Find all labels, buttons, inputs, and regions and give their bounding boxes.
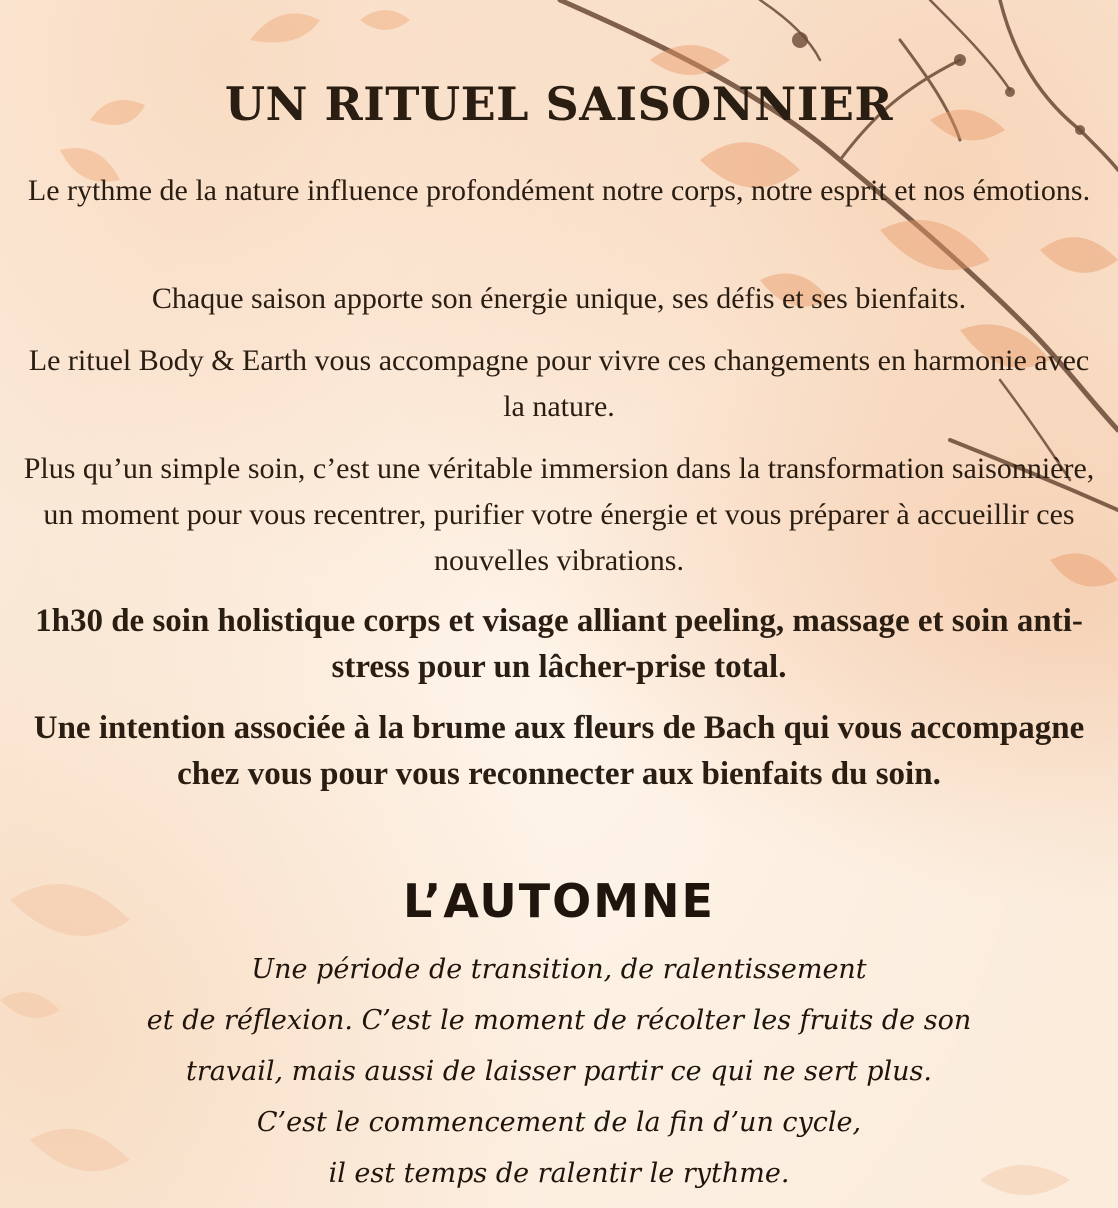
season-line: il est temps de ralentir le rythme. [328,1158,790,1189]
page-title: UN RITUEL SAISONNIER [224,77,894,131]
season-line: travail, mais aussi de laisser partir ce qui ne sert plus. [186,1056,932,1087]
paragraph-nature-rhythm: Le rythme de la nature influence profondément notre corps, notre esprit et nos émotions. [27,174,1091,207]
season-description [20,944,1098,1199]
season-line: Une période de transition, de ralentissement [251,954,867,985]
highlight-treatment: 1h30 de soin holistique corps et visage alliant peeling, massage et soin anti-stress pour un lâcher-prise total. [35,603,1083,685]
season-line: et de réflexion. C’est le moment de récolter les fruits de son [146,1005,972,1036]
season-title: L’AUTOMNE [403,874,715,928]
season-line: C’est le commencement de la fin d’un cycle, [256,1107,862,1138]
paragraph-ritual: Le rituel Body & Earth vous accompagne pour vivre ces changements en harmonie avec la nature. [28,344,1090,423]
highlight-intention: Une intention associée à la brume aux fleurs de Bach qui vous accompagne chez vous pour vous reconnecter aux bienfaits du soin. [33,710,1085,792]
paragraph-immersion: Plus qu’un simple soin, c’est une véritable immersion dans la transformation saisonnière, un moment pour vous recentrer, purifier votre énergie et vous préparer à accueillir ces nouvelles vibrations. [23,452,1095,577]
paragraph-season-energy: Chaque saison apporte son énergie unique, ses défis et ses bienfaits. [151,282,967,315]
